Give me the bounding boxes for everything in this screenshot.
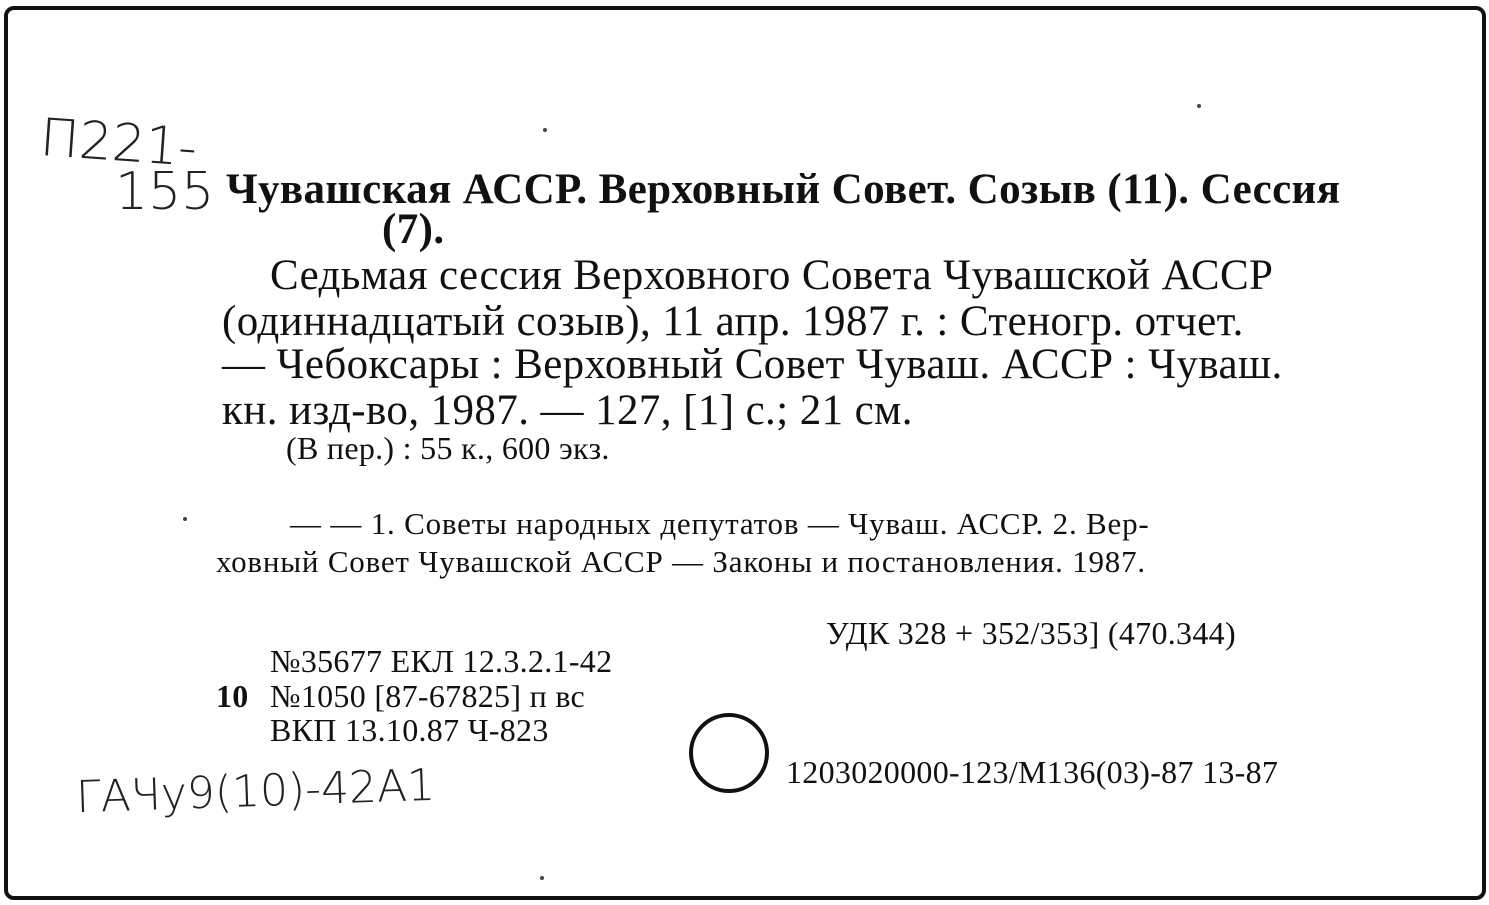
handwritten-bottom-code: ГАЧу9(10)-42А1 (75, 759, 436, 824)
stamp-circle (689, 713, 769, 793)
registration-line3: ВКП 13.10.87 Ч-823 (270, 712, 549, 748)
speck (543, 128, 547, 132)
heading-line2: (7). (382, 206, 445, 253)
description-line3: — Чебоксары : Верховный Совет Чуваш. АССР : Чуваш. (222, 341, 1283, 388)
subjects-line1: — — 1. Советы народных депутатов — Чуваш. АССР. 2. Вер- (290, 506, 1150, 541)
description-line1: Седьмая сессия Верховного Совета Чувашской АССР (270, 252, 1274, 299)
description-line2: (одиннадцатый созыв), 11 апр. 1987 г. : Стеногр. отчет. (222, 298, 1244, 345)
description-line4: кн. изд-во, 1987. — 127, [1] с.; 21 см. (222, 387, 913, 434)
registration-line1: №35677 ЕКЛ 12.3.2.1-42 (270, 643, 613, 679)
shelf-mark-line2: 155 (115, 162, 215, 222)
handwritten-shelf-mark (38, 107, 215, 222)
registration-line2: №1050 [87-67825] п вс (270, 678, 586, 714)
speck (1197, 104, 1201, 108)
udk-index: УДК 328 + 352/353] (470.344) (826, 615, 1236, 651)
shelf-mark-line1: П221- (38, 107, 200, 179)
subjects-line2: ховный Совет Чувашской АССР — Законы и постановления. 1987. (216, 544, 1146, 579)
registration-prefix: 10 (216, 678, 249, 714)
heading-line1: Чувашская АССР. Верховный Совет. Созыв (11). Сессия (226, 166, 1341, 213)
speck (540, 876, 544, 880)
speck (183, 517, 187, 521)
stamp-code: 1203020000-123/М136(03)-87 13-87 (786, 754, 1279, 790)
price-line: (В пер.) : 55 к., 600 экз. (286, 430, 610, 466)
